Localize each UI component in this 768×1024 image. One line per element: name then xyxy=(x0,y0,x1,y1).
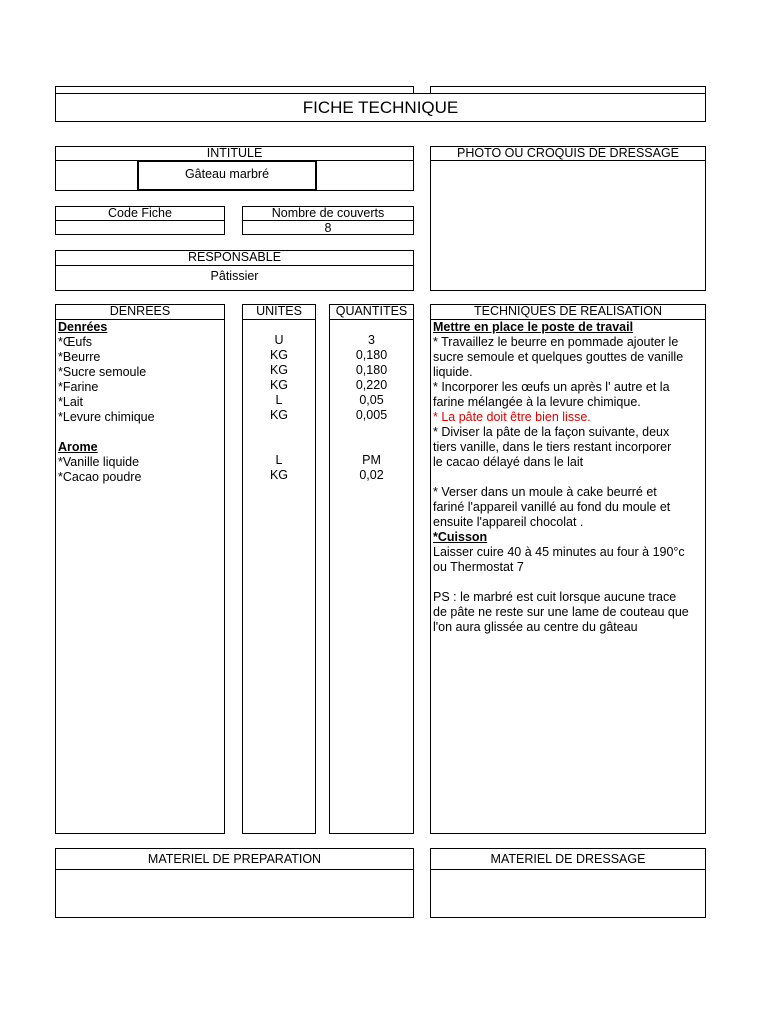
denree-unit: L xyxy=(275,453,283,467)
technique-line: de pâte ne reste sur une lame de couteau que xyxy=(433,605,689,619)
intitule-value: Gâteau marbré xyxy=(184,167,270,181)
responsable-value[interactable]: Pâtissier xyxy=(210,269,259,283)
denree-name: *Œufs xyxy=(58,335,93,349)
techniques-list xyxy=(433,320,704,635)
denree-quantity: PM xyxy=(362,453,381,467)
technique-line: l'on aura glissée au centre du gâteau xyxy=(433,620,638,634)
technique-line: * Diviser la pâte de la façon suivante, deux xyxy=(433,425,670,439)
technique-line: fariné l'appareil vanillé au fond du moule et xyxy=(433,500,671,514)
technique-line: Mettre en place le poste de travail xyxy=(433,320,634,334)
technique-line: tiers vanille, dans le tiers restant incorporer xyxy=(433,440,672,454)
quantites-header: QUANTITES xyxy=(335,304,408,318)
denree-unit: KG xyxy=(269,363,289,377)
techniques-header: TECHNIQUES DE REALISATION xyxy=(474,304,662,318)
denree-quantity: 0,005 xyxy=(355,408,388,422)
unites-header-divider xyxy=(242,319,316,320)
denree-name: *Cacao poudre xyxy=(58,470,142,484)
denree-quantity: 3 xyxy=(368,333,375,347)
unites-header: UNITES xyxy=(256,304,302,318)
denree-quantity xyxy=(329,423,414,438)
technique-line: PS : le marbré est cuit lorsque aucune trace xyxy=(433,590,677,604)
technique-line xyxy=(433,470,704,485)
denrees-section-heading: Arome xyxy=(58,440,98,454)
denree-quantity: 0,180 xyxy=(355,363,388,377)
quantites-header-divider xyxy=(329,319,414,320)
denree-quantity: 0,05 xyxy=(359,393,384,407)
denree-name: *Lait xyxy=(58,395,84,409)
denree-name: *Beurre xyxy=(58,350,101,364)
page-title: FICHE TECHNIQUE xyxy=(302,98,459,117)
technique-line: liquide. xyxy=(433,365,473,379)
technique-line: *Cuisson xyxy=(433,530,488,544)
quantites-list xyxy=(329,333,414,483)
denree-name: *Sucre semoule xyxy=(58,365,147,379)
materiel-preparation-label: MATERIEL DE PREPARATION xyxy=(147,852,322,866)
materiel-dressage-area[interactable] xyxy=(431,870,705,917)
responsable-divider xyxy=(55,265,414,266)
denree-quantity: 0,180 xyxy=(355,348,388,362)
denree-unit: KG xyxy=(269,468,289,482)
unites-list xyxy=(242,333,316,483)
denrees-header: DENREES xyxy=(109,304,171,318)
denree-name: *Vanille liquide xyxy=(58,455,140,469)
denree-unit: U xyxy=(274,333,284,347)
technique-line: Laisser cuire 40 à 45 minutes au four à 190°c xyxy=(433,545,685,559)
technique-line: sucre semoule et quelques gouttes de vanille xyxy=(433,350,684,364)
technique-line: ou Thermostat 7 xyxy=(433,560,524,574)
code-fiche-value[interactable] xyxy=(55,221,225,235)
denree-unit xyxy=(242,423,316,438)
technique-line: * La pâte doit être bien lisse. xyxy=(433,410,591,424)
couverts-label: Nombre de couverts xyxy=(271,206,385,220)
photo-area[interactable] xyxy=(431,161,705,290)
denree-name: *Farine xyxy=(58,380,99,394)
denree-unit xyxy=(242,438,316,453)
denree-quantity: 0,02 xyxy=(359,468,384,482)
denree-name xyxy=(58,425,223,440)
couverts-value[interactable]: 8 xyxy=(324,221,332,235)
denree-unit: KG xyxy=(269,378,289,392)
technique-line: ensuite l'appareil chocolat . xyxy=(433,515,584,529)
technique-line: * Verser dans un moule à cake beurré et xyxy=(433,485,657,499)
technique-line: * Travaillez le beurre en pommade ajouter le xyxy=(433,335,679,349)
code-fiche-label: Code Fiche xyxy=(108,206,172,220)
denrees-list xyxy=(58,320,223,485)
technique-line: le cacao délayé dans le lait xyxy=(433,455,584,469)
technique-line: * Incorporer les œufs un après l' autre et la xyxy=(433,380,670,394)
denree-name: *Levure chimique xyxy=(58,410,155,424)
materiel-dressage-label: MATERIEL DE DRESSAGE xyxy=(490,852,646,866)
denree-unit: KG xyxy=(269,408,289,422)
denree-quantity xyxy=(329,438,414,453)
intitule-label: INTITULE xyxy=(206,146,263,160)
technique-line: farine mélangée à la levure chimique. xyxy=(433,395,641,409)
denrees-section-heading: Denrées xyxy=(58,320,108,334)
denree-quantity: 0,220 xyxy=(355,378,388,392)
photo-label: PHOTO OU CROQUIS DE DRESSAGE xyxy=(456,146,680,160)
technique-line xyxy=(433,575,704,590)
denree-unit: KG xyxy=(269,348,289,362)
responsable-label: RESPONSABLE xyxy=(187,250,282,264)
denree-unit: L xyxy=(275,393,283,407)
materiel-preparation-area[interactable] xyxy=(56,870,413,917)
